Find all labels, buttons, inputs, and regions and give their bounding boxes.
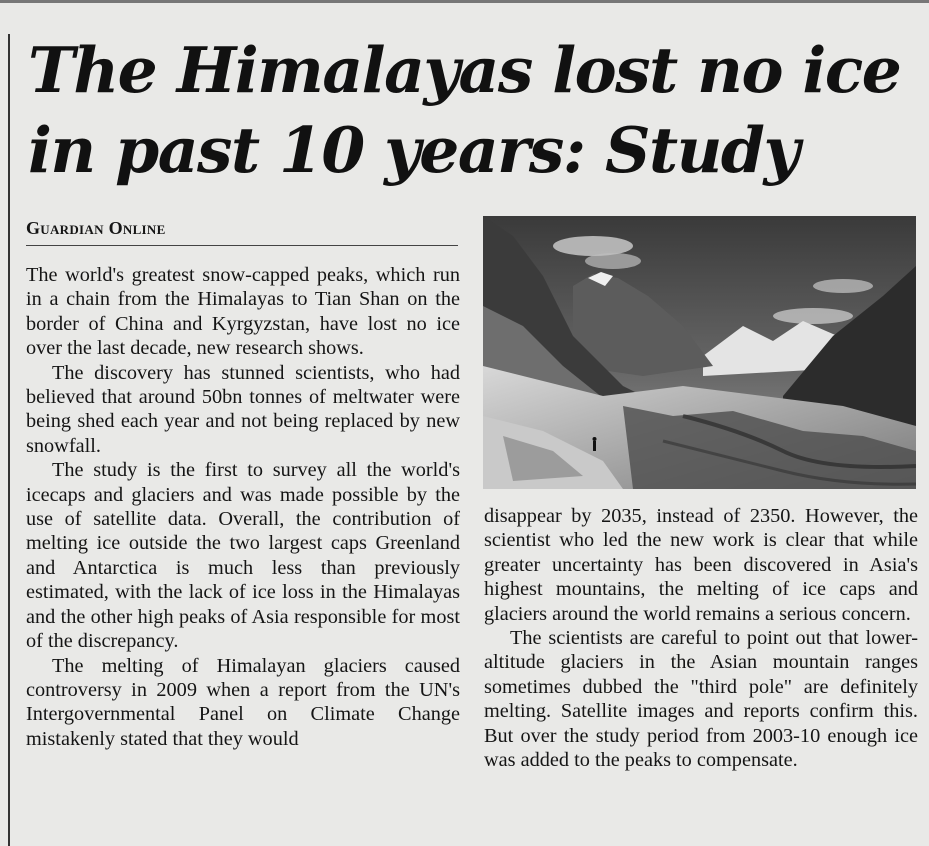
headline-line-1: The Himalayas lost no ice bbox=[28, 33, 901, 107]
byline: Guardian Online bbox=[26, 218, 458, 246]
column-rule bbox=[8, 34, 10, 846]
article-paragraph: The world's greatest snow-capped peaks, which run in a chain from the Himalayas to Tian Shan on the border of China and Kyrgyzstan, have lost no ice over the last decade, new research shows. bbox=[26, 264, 460, 360]
article-column-right bbox=[484, 504, 918, 772]
mountain-glacier-image bbox=[483, 216, 916, 489]
glacier-photo bbox=[483, 216, 916, 489]
article-column-left bbox=[26, 263, 460, 751]
headline-line-2: in past 10 years: Study bbox=[28, 113, 799, 187]
article-paragraph: The study is the first to survey all the world's icecaps and glaciers and was made possible by the use of satellite data. Overall, the contribution of melting ice outside the two largest caps Greenland and Antarctica is much less than previously estimated, with the lack of ice loss in the Himalayas and the other high peaks of Asia responsible for most of the discrepancy. bbox=[26, 459, 460, 653]
top-rule bbox=[0, 0, 929, 3]
article-paragraph: The scientists are careful to point out that lower-altitude glaciers in the Asian mountain ranges sometimes dubbed the "third pole" are definitely melting. Satellite images and reports confirm this. But over the study period from 2003-10 enough ice was added to the peaks to compensate. bbox=[484, 627, 918, 772]
headline bbox=[28, 30, 923, 190]
article-paragraph: The melting of Himalayan glaciers caused controversy in 2009 when a report from the UN's Intergovernmental Panel on Climate Change mistakenly stated that they would bbox=[26, 654, 460, 750]
article-paragraph: The discovery has stunned scientists, who had believed that around 50bn tonnes of meltwater were being shed each year and not being replaced by new snowfall. bbox=[26, 361, 460, 457]
article-paragraph: disappear by 2035, instead of 2350. However, the scientist who led the new work is clear that while greater uncertainty has been discovered in Asia's highest mountains, the melting of ice caps and glaciers around the world remains a serious concern. bbox=[484, 505, 918, 625]
